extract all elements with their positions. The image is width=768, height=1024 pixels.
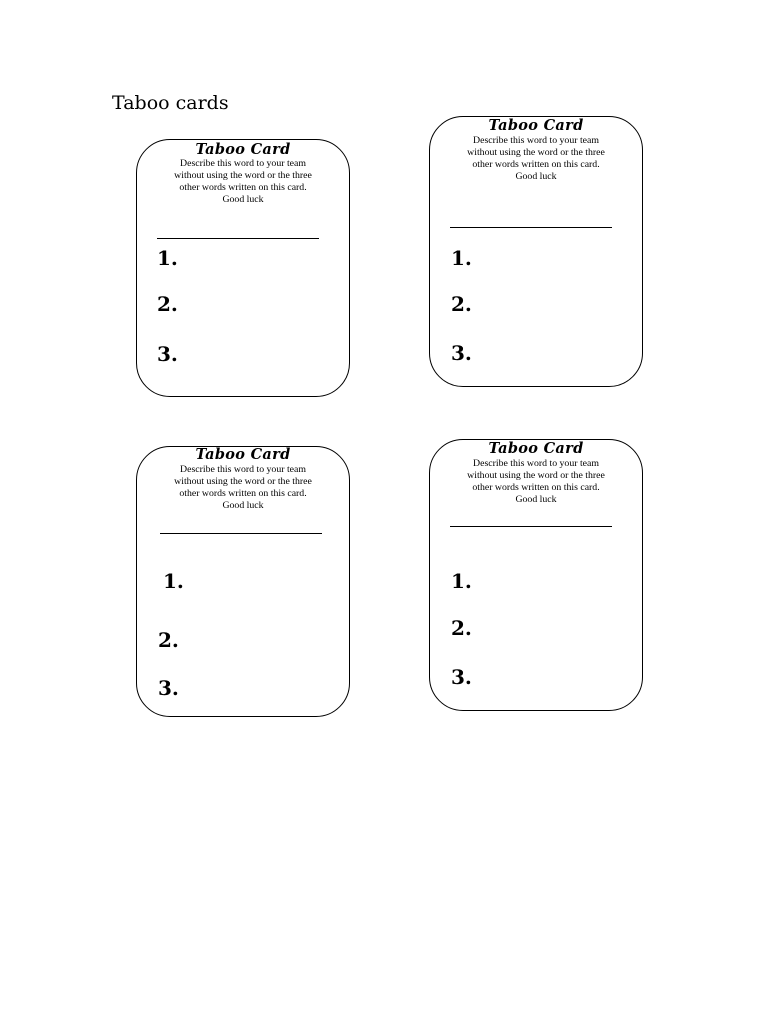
answer-blank-line — [157, 238, 319, 239]
taboo-number-1: 1. — [451, 569, 472, 593]
taboo-card — [429, 439, 643, 711]
page-title: Taboo cards — [112, 92, 229, 114]
taboo-number-3: 3. — [158, 676, 179, 700]
card-instructions: Describe this word to your team without using the word or the three other words written on this card. Good luck — [467, 135, 605, 182]
taboo-number-2: 2. — [451, 616, 472, 640]
taboo-number-2: 2. — [451, 292, 472, 316]
taboo-card — [429, 116, 643, 387]
taboo-card — [136, 446, 350, 717]
card-title: Taboo Card — [195, 446, 291, 463]
card-instructions: Describe this word to your team without using the word or the three other words written on this card. Good luck — [174, 158, 312, 205]
taboo-number-3: 3. — [451, 341, 472, 365]
taboo-number-1: 1. — [163, 569, 184, 593]
taboo-number-2: 2. — [158, 628, 179, 652]
card-title: Taboo Card — [488, 117, 584, 134]
answer-blank-line — [450, 526, 612, 527]
taboo-number-3: 3. — [451, 665, 472, 689]
taboo-number-1: 1. — [451, 246, 472, 270]
answer-blank-line — [450, 227, 612, 228]
card-title: Taboo Card — [488, 440, 584, 457]
taboo-number-2: 2. — [157, 292, 178, 316]
taboo-card — [136, 139, 350, 397]
taboo-number-3: 3. — [157, 342, 178, 366]
card-instructions: Describe this word to your team without using the word or the three other words written on this card. Good luck — [467, 458, 605, 505]
card-title: Taboo Card — [195, 141, 291, 158]
taboo-number-1: 1. — [157, 246, 178, 270]
card-instructions: Describe this word to your team without using the word or the three other words written on this card. Good luck — [174, 464, 312, 511]
answer-blank-line — [160, 533, 322, 534]
